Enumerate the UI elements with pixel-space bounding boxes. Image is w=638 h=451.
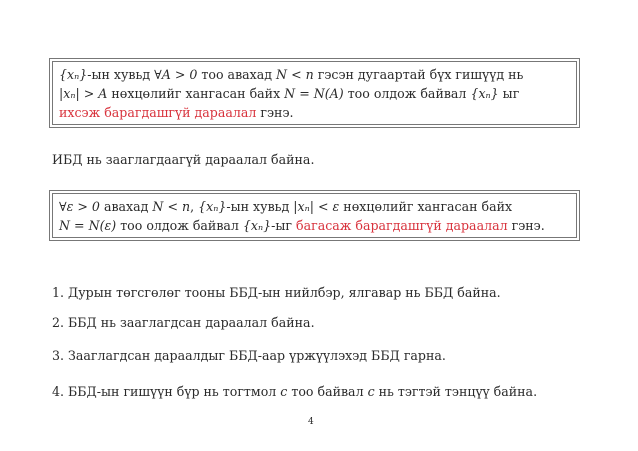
defined-term-divergent: ихсэж барагдашгүй дараалал (59, 105, 257, 120)
text: нөхцөлийг хангасан байх (339, 199, 513, 214)
text: гэнэ. (256, 105, 294, 120)
math-c: c (367, 384, 375, 399)
math-c: c (280, 384, 288, 399)
text: , (190, 199, 199, 214)
definition-line-1 (59, 65, 571, 84)
math-n-less: N < n (152, 199, 191, 214)
property-item-3: 3. Зааглагдсан дараалдыг ББД-аар үржүүлэхэд ББД гарна. (52, 348, 446, 363)
text: ыг (498, 86, 520, 101)
defined-term-infinitesimal: багасаж барагдашгүй дараалал (296, 218, 508, 233)
math-sequence: {xₙ} (198, 199, 227, 214)
text: нөхцөлийг хангасан байх (107, 86, 285, 101)
math-n-less: N < n (276, 67, 314, 82)
text: авахад (99, 199, 153, 214)
definition-line-1 (59, 197, 571, 216)
definition-box-inner (52, 61, 577, 125)
math-n-of-epsilon: N = N(ε) (59, 218, 117, 233)
page-number: 4 (308, 417, 314, 427)
text: тоо авахад (197, 67, 277, 82)
definition-box-infinitesimal (49, 190, 580, 241)
text: тоо байвал (287, 384, 368, 399)
middle-sentence: ИБД нь зааглагдаагүй дараалал байна. (52, 152, 315, 167)
math-sequence: {xₙ} (242, 218, 272, 233)
math-abs-greater: |xₙ| > A (59, 86, 108, 101)
text: гэсэн дугаартай бүх гишүүд нь (313, 67, 524, 82)
definition-line-2 (59, 84, 571, 103)
math-forall-a: ∀A > 0 (154, 67, 198, 82)
math-forall-epsilon: ∀ε > 0 (59, 199, 100, 214)
property-item-2: 2. ББД нь зааглагдсан дараалал байна. (52, 315, 315, 330)
property-item-1: 1. Дурын төгсгөлөг тооны ББД-ын нийлбэр, ялгавар нь ББД байна. (52, 285, 501, 300)
text: -ыг (271, 218, 297, 233)
definition-box-inner (52, 193, 577, 238)
text: нь тэгтэй тэнцүү байна. (374, 384, 538, 399)
text: тоо олдож байвал (343, 86, 471, 101)
text: -ын хувьд (87, 67, 155, 82)
text: 4. ББД-ын гишүүн бүр нь тогтмол (52, 384, 281, 399)
text: тоо олдож байвал (116, 218, 243, 233)
text: гэнэ. (507, 218, 545, 233)
definition-line-2 (59, 216, 571, 235)
definition-line-3 (59, 103, 571, 122)
math-sequence: {xₙ} (470, 86, 499, 101)
math-n-of-a: N = N(A) (284, 86, 344, 101)
math-sequence: {xₙ} (59, 67, 88, 82)
text: -ын хувьд (226, 199, 294, 214)
definition-box-divergent (49, 58, 580, 128)
property-item-4 (52, 384, 537, 399)
math-abs-less: |xₙ| < ε (293, 199, 340, 214)
